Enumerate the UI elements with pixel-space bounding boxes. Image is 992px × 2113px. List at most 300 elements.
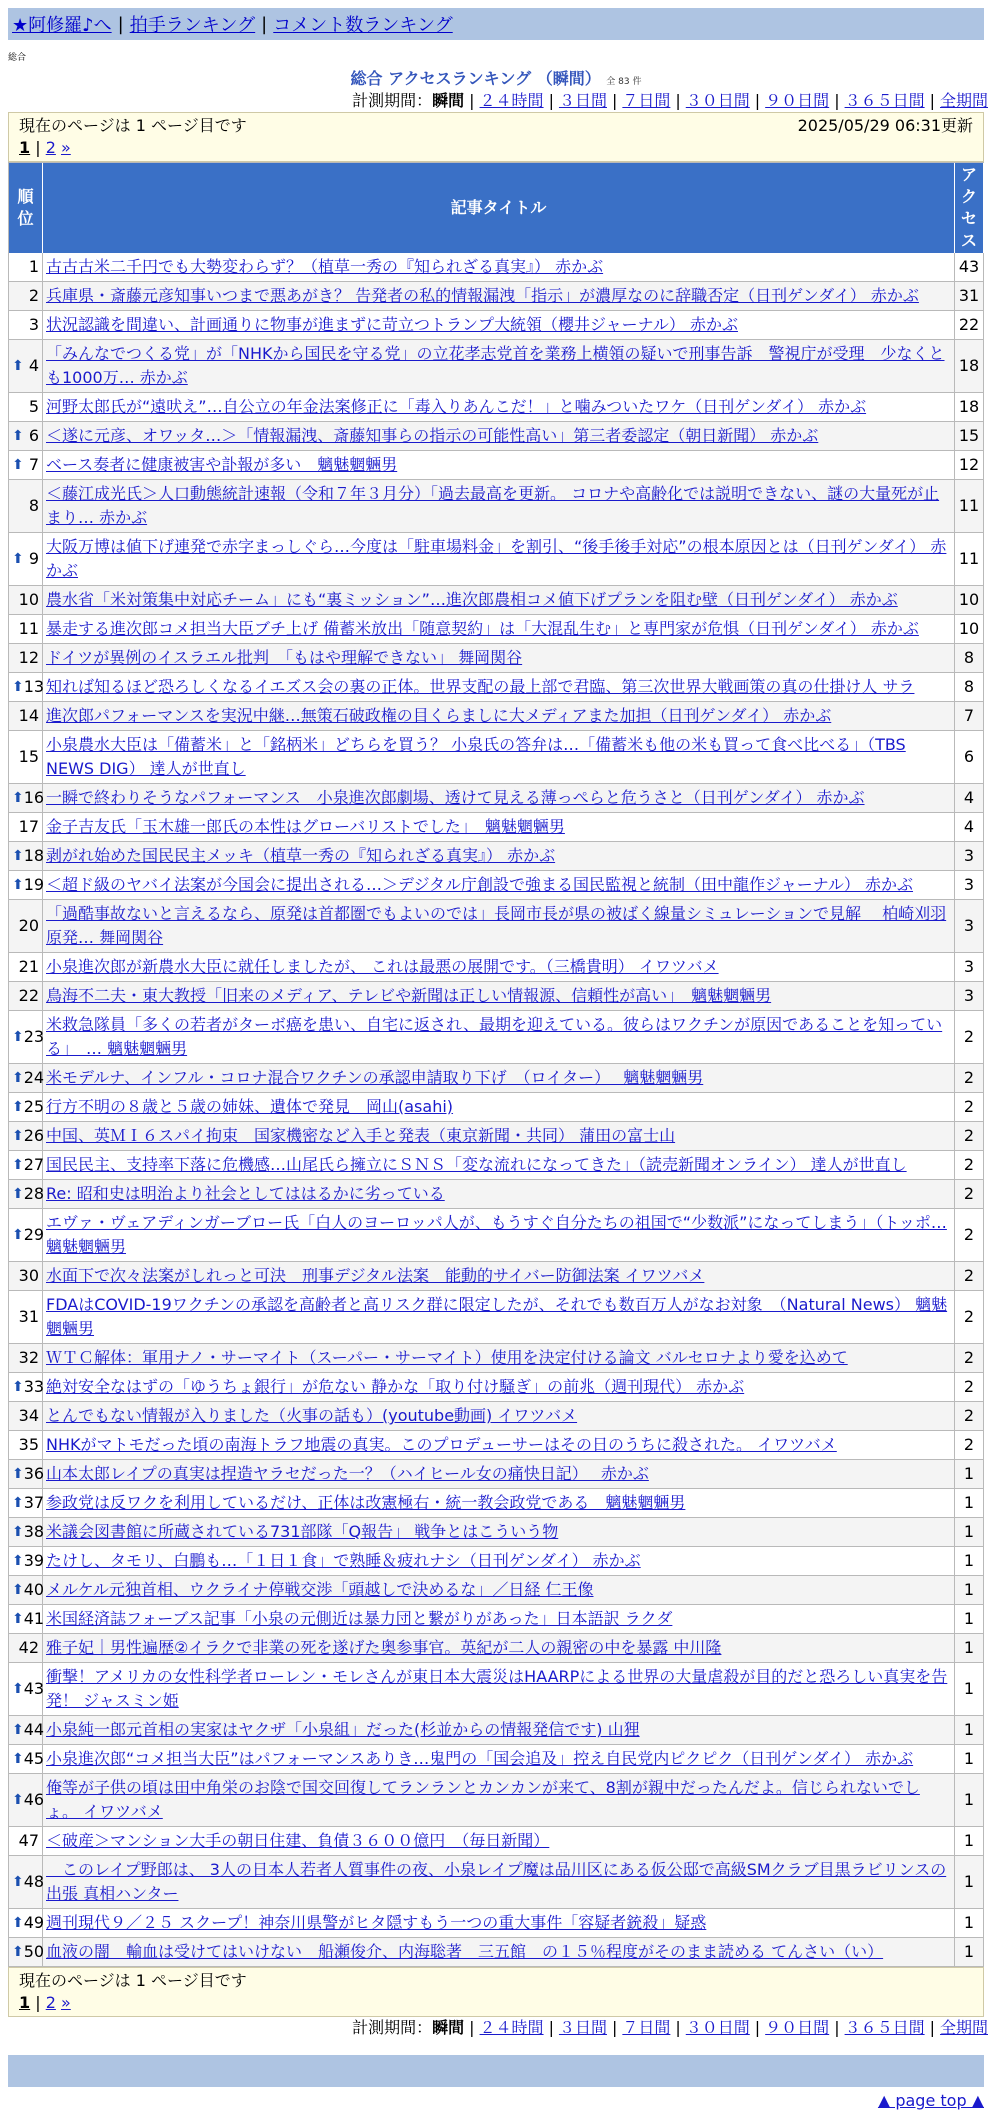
title-cell — [43, 615, 955, 644]
table-row — [9, 282, 984, 311]
table-row — [9, 871, 984, 900]
article-title-link[interactable]: ＷＴＣ解体：軍用ナノ・サーマイト（スーパー・サーマイト）使用を決定付ける論文 バルセロナより愛を込めて — [46, 1348, 848, 1367]
article-title-link[interactable]: 状況認識を間違い、計画通りに物事が進まずに苛立つトランプ大統領（櫻井ジャーナル） 赤かぶ — [46, 315, 738, 334]
column-header-rank: 順位 — [9, 163, 43, 253]
access-count: 2 — [955, 1373, 984, 1402]
rank-cell — [9, 1344, 43, 1373]
nav-separator: | — [261, 13, 268, 35]
title-cell — [43, 586, 955, 615]
rank-cell — [9, 311, 43, 340]
article-title-link[interactable]: 絶対安全なはずの「ゆうちょ銀行」が危ない 静かな「取り付け騒ぎ」の前兆（週刊現代） 赤かぶ — [46, 1377, 745, 1396]
table-row — [9, 1576, 984, 1605]
rank-cell — [9, 340, 43, 393]
rank-number: 29 — [23, 1225, 45, 1244]
rank-number: 44 — [23, 1720, 45, 1739]
access-count: 3 — [955, 953, 984, 982]
access-count: 4 — [955, 784, 984, 813]
table-row — [9, 586, 984, 615]
access-count: 2 — [955, 1262, 984, 1291]
access-count: 1 — [955, 1518, 984, 1547]
title-cell — [43, 702, 955, 731]
table-row — [9, 1909, 984, 1938]
period-separator: | — [929, 91, 935, 110]
table-row — [9, 1262, 984, 1291]
access-count: 3 — [955, 871, 984, 900]
nav-link-asyura[interactable]: ★阿修羅♪へ — [12, 15, 112, 36]
table-row — [9, 1151, 984, 1180]
bottom-bar — [8, 2055, 984, 2087]
period-link[interactable]: ３日間 — [558, 2018, 607, 2037]
rank-number: 1 — [28, 257, 39, 276]
rank-number: 4 — [28, 356, 39, 375]
article-title-link[interactable]: 週刊現代９／２５ スクープ！神奈川県警がヒタ隠すもう一つの重大事件「容疑者銃殺」疑惑 — [46, 1913, 707, 1932]
pager-page[interactable]: 2 — [45, 138, 56, 157]
rank-cell — [9, 1291, 43, 1344]
rank-cell — [9, 1774, 43, 1827]
page-info-bottom — [8, 1967, 984, 2017]
rank-up-arrow-icon: ⬆ — [12, 1157, 24, 1173]
period-link[interactable]: ３日間 — [558, 91, 607, 110]
table-row — [9, 253, 984, 282]
access-count: 31 — [955, 282, 984, 311]
table-row — [9, 1634, 984, 1663]
access-count: 1 — [955, 1827, 984, 1856]
rank-cell — [9, 644, 43, 673]
table-row — [9, 784, 984, 813]
table-row — [9, 1489, 984, 1518]
article-title-link[interactable]: ドイツが異例のイスラエル批判 「もはや理解できない」 舞岡関谷 — [46, 648, 523, 667]
table-row — [9, 480, 984, 533]
rank-cell — [9, 1605, 43, 1634]
article-title-link[interactable]: ベース奏者に健康被害や訃報が多い 魑魅魍魎男 — [46, 455, 398, 474]
article-title-link[interactable]: エヴァ・ヴェアディンガーブロー氏「白人のヨーロッパ人が、もうすぐ自分たちの祖国で“少数派”になってしまう」（トッポ… 魑魅魍魎男 — [46, 1213, 947, 1256]
access-count: 1 — [955, 1938, 984, 1967]
table-row — [9, 1344, 984, 1373]
rank-cell — [9, 586, 43, 615]
access-count: 3 — [955, 982, 984, 1011]
title-cell — [43, 1909, 955, 1938]
article-title-link[interactable]: 俺等が子供の頃は田中角栄のお陰で国交回復してランランとカンカンが来て、8割が親中だったんだよ。信じられないでしょ。 イワツバメ — [46, 1778, 920, 1821]
rank-number: 32 — [18, 1348, 39, 1367]
title-cell — [43, 1576, 955, 1605]
title-cell — [43, 813, 955, 842]
article-title-link[interactable]: 衝撃！アメリカの女性科学者ローレン・モレさんが東日本大震災はHAARPによる世界の大量虐殺が目的だと恐ろしい真実を告発！ ジャスミン姫 — [46, 1667, 948, 1710]
access-count: 8 — [955, 673, 984, 702]
period-separator: | — [675, 2018, 681, 2037]
table-row — [9, 422, 984, 451]
article-title-link[interactable]: メルケル元独首相、ウクライナ停戦交渉「頭越しで決めるな」／日経 仁王像 — [46, 1580, 594, 1599]
access-count: 1 — [955, 1489, 984, 1518]
rank-cell — [9, 1373, 43, 1402]
rank-cell — [9, 1064, 43, 1093]
title-cell — [43, 1547, 955, 1576]
rank-number: 12 — [18, 648, 39, 667]
article-title-link[interactable]: Re: 昭和史は明治より社会としてははるかに劣っている — [46, 1184, 445, 1203]
article-title-link[interactable]: 山本太郎レイプの真実は捏造ヤラセだった一？（ハイヒール女の痛快日記） 赤かぶ — [46, 1464, 649, 1483]
article-title-link[interactable]: 「みんなでつくる党」が「NHKから国民を守る党」の立花孝志党首を業務上横領の疑いで刑事告訴 警視庁が受理 少なくとも1000万… 赤かぶ — [46, 344, 945, 387]
total-count: 全 83 件 — [606, 77, 642, 87]
rank-number: 39 — [23, 1551, 45, 1570]
title-cell — [43, 1064, 955, 1093]
title-cell — [43, 1093, 955, 1122]
table-row — [9, 533, 984, 586]
access-count: 2 — [955, 1291, 984, 1344]
table-row — [9, 1373, 984, 1402]
period-separator: | — [834, 2018, 840, 2037]
rank-number: 17 — [18, 817, 39, 836]
article-title-link[interactable]: 小泉純一郎元首相の実家はヤクザ「小泉組」だった(杉並からの情報発信です) 山狸 — [46, 1720, 640, 1739]
table-row — [9, 1122, 984, 1151]
rank-up-arrow-icon: ⬆ — [12, 1944, 24, 1960]
title-cell — [43, 673, 955, 702]
rank-up-arrow-icon: ⬆ — [12, 679, 24, 695]
access-count: 2 — [955, 1011, 984, 1064]
period-separator: | — [929, 2018, 935, 2037]
rank-cell — [9, 1402, 43, 1431]
rank-number: 13 — [23, 677, 45, 696]
access-count: 18 — [955, 393, 984, 422]
rank-number: 35 — [18, 1435, 39, 1454]
rank-up-arrow-icon: ⬆ — [12, 1681, 24, 1697]
access-count: 2 — [955, 1151, 984, 1180]
pager-separator: | — [30, 138, 46, 157]
pager-next[interactable]: » — [60, 138, 71, 157]
period-label: 計測期間： — [352, 2018, 433, 2037]
article-title-link[interactable]: 知れば知るほど恐ろしくなるイエズス会の裏の正体。世界支配の最上部で君臨、第三次世界大戦画策の真の仕掛け人 サラ — [46, 677, 915, 696]
rank-up-arrow-icon: ⬆ — [12, 1582, 24, 1598]
rank-number: 8 — [28, 496, 39, 515]
article-title-link[interactable]: ＜藤江成光氏＞人口動態統計速報（令和７年３月分）「過去最高を更新。 コロナや高齢化では説明できない、謎の大量死が止まり… 赤かぶ — [46, 484, 940, 527]
access-count: 1 — [955, 1745, 984, 1774]
article-title-link[interactable]: 小泉進次郎が新農水大臣に就任しましたが、 これは最悪の展開です。（三橋貴明） イワツバメ — [46, 957, 719, 976]
access-count: 7 — [955, 702, 984, 731]
rank-number: 9 — [28, 549, 39, 568]
access-count: 2 — [955, 1344, 984, 1373]
access-count: 10 — [955, 586, 984, 615]
access-count: 8 — [955, 644, 984, 673]
rank-up-arrow-icon: ⬆ — [12, 1611, 24, 1627]
rank-number: 25 — [23, 1097, 45, 1116]
rank-number: 2 — [28, 286, 39, 305]
table-row — [9, 813, 984, 842]
rank-number: 36 — [23, 1464, 45, 1483]
pager — [19, 137, 973, 159]
period-link[interactable]: ２４時間 — [479, 2018, 544, 2037]
rank-cell — [9, 1011, 43, 1064]
title-cell — [43, 1151, 955, 1180]
rank-cell — [9, 842, 43, 871]
title-cell — [43, 393, 955, 422]
table-row — [9, 340, 984, 393]
article-title-link[interactable]: ＜破産＞マンション大手の朝日住建、負債３６００億円 （毎日新聞） — [46, 1831, 550, 1850]
period-link[interactable]: ９０日間 — [765, 2018, 830, 2037]
rank-number: 24 — [23, 1068, 45, 1087]
access-count: 11 — [955, 480, 984, 533]
rank-number: 20 — [18, 916, 39, 935]
title-cell — [43, 1663, 955, 1716]
title-cell — [43, 1180, 955, 1209]
title-cell — [43, 533, 955, 586]
article-title-link[interactable]: 米モデルナ、インフル・コロナ混合ワクチンの承認申請取り下げ （ロイター） 魑魅魍魎男 — [46, 1068, 704, 1087]
article-title-link[interactable]: 一瞬で終わりそうなパフォーマンス 小泉進次郎劇場、透けて見える薄っぺらと危うさと（日刊ゲンダイ） 赤かぶ — [46, 788, 865, 807]
period-link[interactable]: ３０日間 — [685, 2018, 750, 2037]
title-cell — [43, 1011, 955, 1064]
period-selector-bottom — [0, 2017, 988, 2039]
period-selector-top — [0, 90, 988, 112]
pager-page[interactable]: 1 — [19, 1993, 31, 2012]
access-count: 12 — [955, 451, 984, 480]
period-link[interactable]: 全期間 — [939, 2018, 988, 2037]
article-title-link[interactable]: 鳥海不二夫・東大教授「旧来のメディア、テレビや新聞は正しい情報源、信頼性が高い」 魑魅魍魎男 — [46, 986, 772, 1005]
access-count: 1 — [955, 1909, 984, 1938]
period-separator: | — [548, 2018, 554, 2037]
title-cell — [43, 1745, 955, 1774]
article-title-link[interactable]: 大阪万博は値下げ連発で赤字まっしぐら…今度は「駐車場料金」を割引、“後手後手対応”の根本原因とは（日刊ゲンダイ） 赤かぶ — [46, 537, 947, 580]
rank-number: 19 — [23, 875, 45, 894]
rank-cell — [9, 253, 43, 282]
article-title-link[interactable]: たけし、タモリ、白鵬も…「１日１食」で熟睡＆疲れナシ（日刊ゲンダイ） 赤かぶ — [46, 1551, 641, 1570]
rank-up-arrow-icon: ⬆ — [12, 551, 24, 567]
access-count: 2 — [955, 1093, 984, 1122]
rank-up-arrow-icon: ⬆ — [12, 1466, 24, 1482]
access-count: 1 — [955, 1774, 984, 1827]
article-title-link[interactable]: 古古古米二千円でも大勢変わらず？（植草一秀の『知られざる真実』） 赤かぶ — [46, 257, 604, 276]
article-title-link[interactable]: 米救急隊員「多くの若者がターボ癌を患い、自宅に返され、最期を迎えている。彼らはワクチンが原因であることを知っている」 … 魑魅魍魎男 — [46, 1015, 943, 1058]
title-cell — [43, 842, 955, 871]
article-title-link[interactable]: 河野太郎氏が“遠吠え”…自公立の年金法案修正に「毒入りあんこだ！」と噛みついたワケ（日刊ゲンダイ） 赤かぶ — [46, 397, 867, 416]
table-row — [9, 1093, 984, 1122]
rank-number: 3 — [28, 315, 39, 334]
period-link[interactable]: ７日間 — [622, 91, 671, 110]
title-cell — [43, 340, 955, 393]
article-title-link[interactable]: 小泉進次郎“コメ担当大臣”はパフォーマンスありき…鬼門の「国会追及」控え自民党内ピクピク（日刊ゲンダイ） 赤かぶ — [46, 1749, 914, 1768]
article-title-link[interactable]: 血液の闇 輸血は受けてはいけない 船瀬俊介、内海聡著 三五館 の１５％程度がそのまま読める てんさい（い） — [46, 1942, 884, 1961]
period-link[interactable]: ９０日間 — [765, 91, 830, 110]
table-row — [9, 1827, 984, 1856]
table-row — [9, 1402, 984, 1431]
table-row — [9, 1180, 984, 1209]
title-cell — [43, 731, 955, 784]
access-count: 2 — [955, 1209, 984, 1262]
access-count: 1 — [955, 1460, 984, 1489]
period-separator: | — [611, 2018, 618, 2037]
article-title-link[interactable]: 進次郎パフォーマンスを実況中継…無策石破政権の目くらましに大メディアまた加担（日刊ゲンダイ） 赤かぶ — [46, 706, 832, 725]
rank-number: 34 — [18, 1406, 39, 1425]
table-row — [9, 842, 984, 871]
pager-page[interactable]: 2 — [45, 1993, 56, 2012]
nav-link-applause-ranking[interactable]: 拍手ランキング — [129, 15, 256, 36]
pager-page[interactable]: 1 — [19, 138, 31, 157]
period-current: 瞬間 — [432, 91, 465, 110]
rank-number: 42 — [18, 1638, 39, 1657]
rank-cell — [9, 422, 43, 451]
rank-number: 22 — [18, 986, 39, 1005]
rank-number: 18 — [23, 846, 45, 865]
rank-cell — [9, 1122, 43, 1151]
period-link[interactable]: ２４時間 — [479, 91, 544, 110]
table-row — [9, 1547, 984, 1576]
pager-next[interactable]: » — [60, 1993, 71, 2012]
rank-number: 15 — [18, 747, 39, 766]
page-top-link[interactable]: ▲ page top ▲ — [877, 2091, 984, 2110]
rank-cell — [9, 784, 43, 813]
title-cell — [43, 644, 955, 673]
article-title-link[interactable]: ＜遂に元彦、オワッタ…＞「情報漏洩、斎藤知事らの指示の可能性高い」第三者委認定（朝日新聞） 赤かぶ — [46, 426, 819, 445]
rank-cell — [9, 1209, 43, 1262]
rank-cell — [9, 1634, 43, 1663]
table-row — [9, 615, 984, 644]
rank-cell — [9, 393, 43, 422]
rank-number: 48 — [23, 1872, 45, 1891]
rank-number: 43 — [23, 1679, 45, 1698]
access-count: 1 — [955, 1716, 984, 1745]
rank-up-arrow-icon: ⬆ — [12, 1524, 24, 1540]
rank-number: 23 — [23, 1027, 45, 1046]
rank-number: 21 — [18, 957, 39, 976]
column-header-title: 記事タイトル — [43, 163, 955, 253]
rank-number: 46 — [23, 1790, 45, 1809]
article-title-link[interactable]: 米議会図書館に所蔵されている731部隊「Q報告」 戦争とはこういう物 — [46, 1522, 559, 1541]
period-separator: | — [469, 2018, 475, 2037]
title-cell — [43, 1122, 955, 1151]
article-title-link[interactable]: 行方不明の８歳と５歳の姉妹、遺体で発見 岡山(asahi) — [46, 1097, 454, 1116]
title-cell — [43, 1634, 955, 1663]
period-link[interactable]: ３６５日間 — [844, 2018, 925, 2037]
title-cell — [43, 1489, 955, 1518]
article-title-link[interactable]: 参政党は反ワクを利用しているだけ、正体は改憲極右・統一教会政党である 魑魅魍魎男 — [46, 1493, 686, 1512]
period-link[interactable]: ７日間 — [622, 2018, 671, 2037]
table-row — [9, 1011, 984, 1064]
table-row — [9, 1605, 984, 1634]
rank-cell — [9, 1093, 43, 1122]
table-row — [9, 900, 984, 953]
period-separator: | — [611, 91, 618, 110]
rank-cell — [9, 282, 43, 311]
article-title-link[interactable]: 兵庫県・斎藤元彦知事いつまで悪あがき？ 告発者の私的情報漏洩「指示」が濃厚なのに辞職否定（日刊ゲンダイ） 赤かぶ — [46, 286, 919, 305]
table-row — [9, 953, 984, 982]
table-row — [9, 982, 984, 1011]
article-title-link[interactable]: 金子吉友氏「玉木雄一郎氏の本性はグローバリストでした」 魑魅魍魎男 — [46, 817, 565, 836]
rank-number: 14 — [18, 706, 39, 725]
rank-cell — [9, 1856, 43, 1909]
access-count: 15 — [955, 422, 984, 451]
rank-up-arrow-icon: ⬆ — [12, 1722, 24, 1738]
access-count: 1 — [955, 1856, 984, 1909]
article-title-link[interactable]: とんでもない情報が入りました（火事の話も）(youtube動画) イワツバメ — [46, 1406, 578, 1425]
article-title-link[interactable]: 中国、英ＭＩ６スパイ拘束 国家機密など入手と発表（東京新聞・共同） 蒲田の富士山 — [46, 1126, 676, 1145]
rank-cell — [9, 1745, 43, 1774]
article-title-link[interactable]: 剥がれ始めた国民民主メッキ（植草一秀の『知られざる真実』） 赤かぶ — [46, 846, 556, 865]
title-cell — [43, 282, 955, 311]
rank-number: 27 — [23, 1155, 45, 1174]
rank-cell — [9, 900, 43, 953]
article-title-link[interactable]: 農水省「米対策集中対応チーム」にも“裏ミッション”…進次郎農相コメ値下げプランを阻む壁（日刊ゲンダイ） 赤かぶ — [46, 590, 898, 609]
rank-number: 38 — [23, 1522, 45, 1541]
page-top-container — [8, 2089, 984, 2113]
rank-number: 41 — [23, 1609, 45, 1628]
rank-cell — [9, 1938, 43, 1967]
period-link[interactable]: ３６５日間 — [844, 91, 925, 110]
title-cell — [43, 1774, 955, 1827]
period-current: 瞬間 — [432, 2018, 465, 2037]
access-count: 2 — [955, 1402, 984, 1431]
rank-number: 7 — [28, 455, 39, 474]
rank-cell — [9, 731, 43, 784]
period-link[interactable]: 全期間 — [939, 91, 988, 110]
rank-up-arrow-icon: ⬆ — [12, 358, 24, 374]
rank-number: 31 — [18, 1307, 39, 1326]
access-count: 2 — [955, 1064, 984, 1093]
article-title-link[interactable]: 「過酷事故ないと言えるなら、原発は首都圏でもよいのでは」長岡市長が県の被ばく線量シミュレーションで見解 柏崎刈羽原発… 舞岡関谷 — [46, 904, 947, 947]
rank-up-arrow-icon: ⬆ — [12, 1792, 24, 1808]
rank-cell — [9, 1431, 43, 1460]
article-title-link[interactable]: ＜超ド級のヤバイ法案が今国会に提出される…＞デジタル庁創設で強まる国民監視と統制（田中龍作ジャーナル） 赤かぶ — [46, 875, 914, 894]
rank-cell — [9, 953, 43, 982]
current-page-text: 現在のページは 1 ページ目です — [19, 116, 247, 135]
access-count: 18 — [955, 340, 984, 393]
title-cell — [43, 1209, 955, 1262]
article-title-link[interactable]: 米国経済誌フォーブス記事「小泉の元側近は暴力団と繋がりがあった」日本語訳 ラクダ — [46, 1609, 673, 1628]
article-title-link[interactable]: 水面下で次々法案がしれっと可決 刑事デジタル法案 能動的サイバー防御法案 イワツバメ — [46, 1266, 705, 1285]
rank-number: 10 — [18, 590, 39, 609]
period-link[interactable]: ３０日間 — [685, 91, 750, 110]
access-count: 3 — [955, 900, 984, 953]
period-separator: | — [754, 91, 761, 110]
access-count: 1 — [955, 1634, 984, 1663]
article-title-link[interactable]: 雅子妃｜男性遍歴②イラクで非業の死を遂げた奥参事官。英紀が二人の親密の中を暴露 中川隆 — [46, 1638, 722, 1657]
rank-cell — [9, 1180, 43, 1209]
article-title-link[interactable]: 国民民主、支持率下落に危機感…山尾氏ら擁立にＳＮＳ「変な流れになってきた」（読売新聞オンライン） 達人が世直し — [46, 1155, 907, 1174]
title-cell — [43, 871, 955, 900]
rank-cell — [9, 615, 43, 644]
period-separator: | — [469, 91, 475, 110]
rank-up-arrow-icon: ⬆ — [12, 848, 24, 864]
article-title-link[interactable]: 小泉農水大臣は「備蓄米」と「銘柄米」どちらを買う？ 小泉氏の答弁は…「備蓄米も他の米も買って食べ比べる」（TBS NEWS DIG） 達人が世直し — [46, 735, 906, 778]
access-count: 2 — [955, 1122, 984, 1151]
rank-number: 37 — [23, 1493, 45, 1512]
access-count: 3 — [955, 842, 984, 871]
rank-cell — [9, 1576, 43, 1605]
period-separator: | — [754, 2018, 761, 2037]
title-cell — [43, 953, 955, 982]
rank-cell — [9, 1909, 43, 1938]
article-title-link[interactable]: 暴走する進次郎コメ担当大臣ブチ上げ 備蓄米放出「随意契約」は「大混乱生む」と専門家が危惧（日刊ゲンダイ） 赤かぶ — [46, 619, 919, 638]
title-cell — [43, 1827, 955, 1856]
title-cell — [43, 451, 955, 480]
access-count: 1 — [955, 1547, 984, 1576]
nav-link-comment-ranking[interactable]: コメント数ランキング — [273, 15, 453, 36]
article-title-link[interactable]: NHKがマトモだった頃の南海トラフ地震の真実。このプロデューサーはその日のうちに殺された。 イワツバメ — [46, 1435, 837, 1454]
table-row — [9, 1856, 984, 1909]
period-label: 計測期間： — [352, 91, 433, 110]
article-title-link[interactable]: FDAはCOVID-19ワクチンの承認を高齢者と高リスク群に限定したが、それでも数百万人がなお対象 （Natural News） 魑魅魍魎男 — [46, 1295, 948, 1338]
rank-number: 6 — [28, 426, 39, 445]
table-row — [9, 311, 984, 340]
rank-number: 28 — [23, 1184, 45, 1203]
rank-number: 40 — [23, 1580, 45, 1599]
access-count: 1 — [955, 1605, 984, 1634]
access-count: 11 — [955, 533, 984, 586]
rank-cell — [9, 871, 43, 900]
top-nav-bar — [8, 8, 984, 40]
table-row — [9, 1774, 984, 1827]
period-separator: | — [548, 91, 554, 110]
updated-timestamp: 2025/05/29 06:31更新 — [797, 116, 973, 135]
access-count: 43 — [955, 253, 984, 282]
article-title-link[interactable]: このレイプ野郎は、 3人の日本人若者人質事件の夜、小泉レイプ魔は品川区にある仮公邸で高級SMクラブ目黒ラビリンスの出張 真相ハンター — [46, 1860, 947, 1903]
title-cell — [43, 1938, 955, 1967]
rank-up-arrow-icon: ⬆ — [12, 428, 24, 444]
